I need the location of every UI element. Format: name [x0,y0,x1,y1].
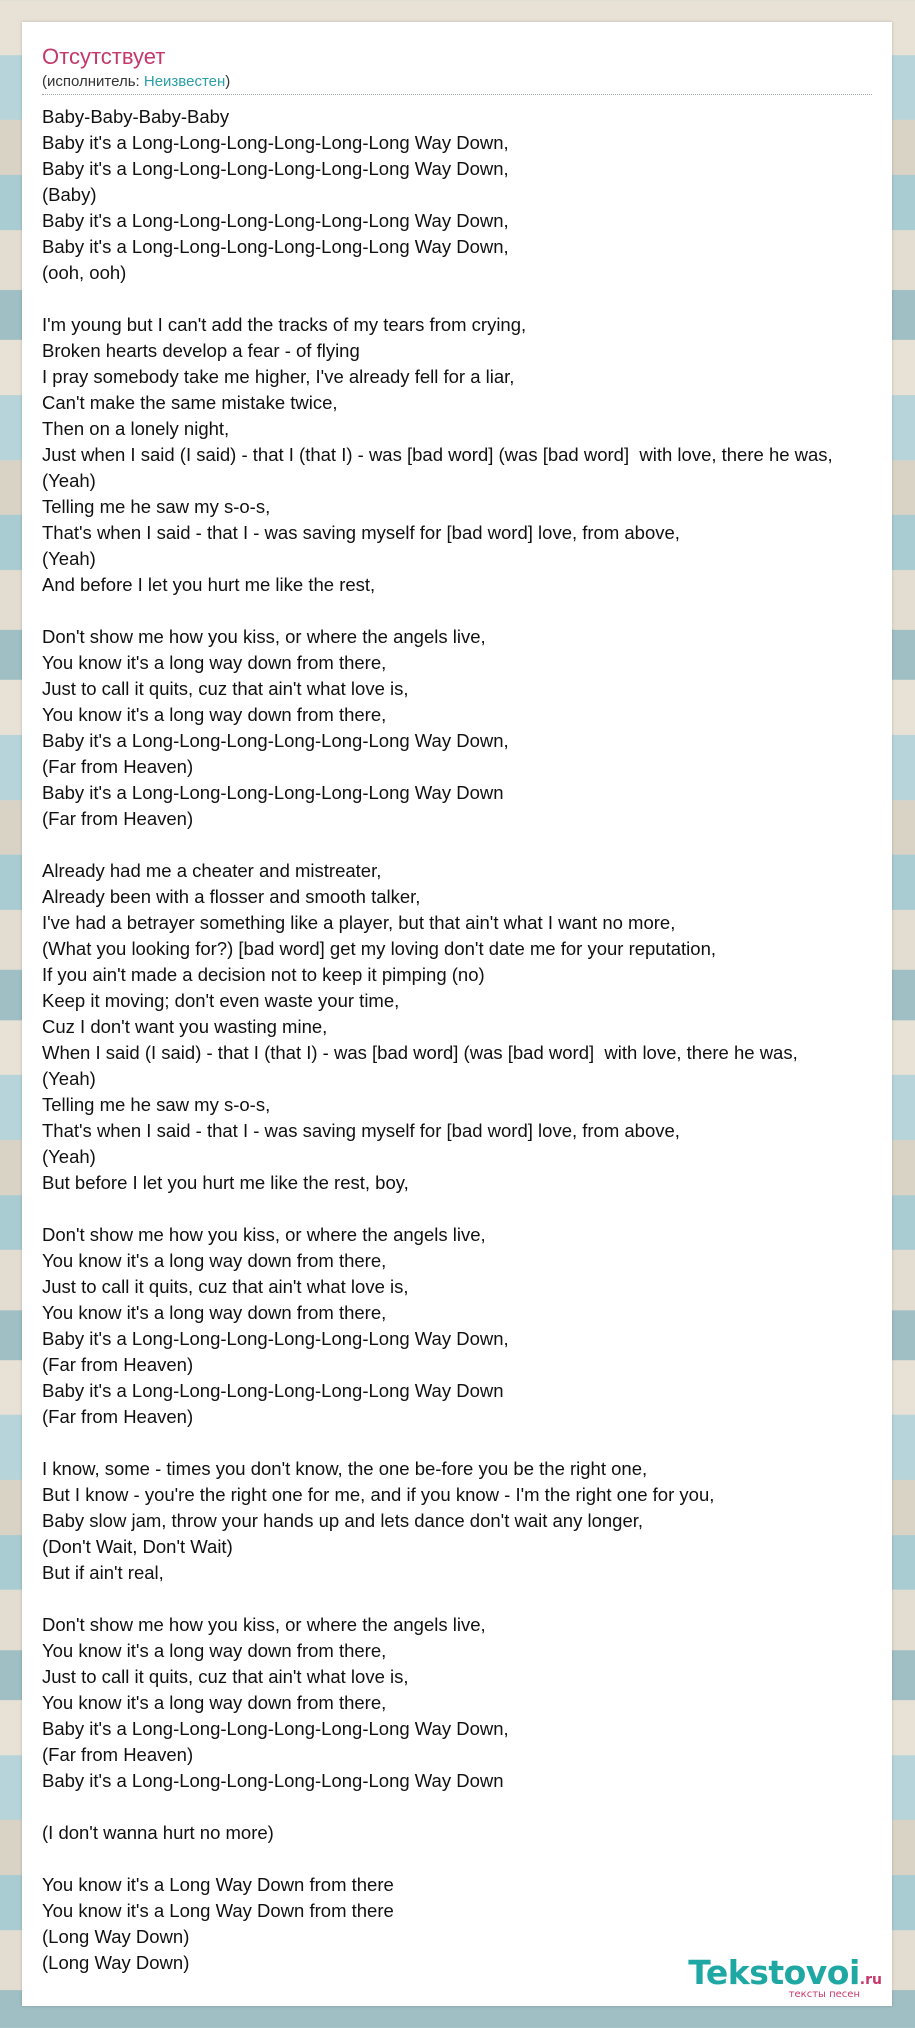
lyric-line: You know it's a long way down from there, [42,1250,387,1271]
artist-link[interactable]: Неизвестен [143,73,226,90]
lyric-line: You know it's a long way down from there, [42,1692,387,1713]
lyric-line: Already been with a flosser and smooth talker, [42,886,421,907]
lyric-line: (Far from Heaven) [42,756,194,777]
lyric-line: You know it's a long way down from there, [42,652,387,673]
lyric-line [42,286,915,312]
site-logo[interactable] [688,1953,882,2000]
lyric-line: Baby it's a Long-Long-Long-Long-Long-Long Way Down, [42,236,509,257]
lyric-line: Baby it's a Long-Long-Long-Long-Long-Long Way Down [42,782,504,803]
lyric-line: (Don't Wait, Don't Wait) [42,1536,233,1557]
lyric-line: Just to call it quits, cuz that ain't what love is, [42,678,409,699]
lyric-line: You know it's a long way down from there, [42,1302,387,1323]
lyric-line: (Yeah) [42,548,96,569]
lyric-line [42,1794,915,1820]
lyric-line: You know it's a Long Way Down from there [42,1900,394,1921]
lyric-line: Then on a lonely night, [42,418,230,439]
lyric-line: When I said (I said) - that I (that I) - was [bad word] (was [bad word] with love, there he was, [42,1042,798,1063]
lyric-line: (What you looking for?) [bad word] get my loving don't date me for your reputation, [42,938,716,959]
logo-name: Tekstovoi [688,1953,860,1992]
lyric-line: But I know - you're the right one for me, and if you know - I'm the right one for you, [42,1484,715,1505]
lyric-line: (Far from Heaven) [42,1406,194,1427]
lyric-line: Don't show me how you kiss, or where the angels live, [42,1614,486,1635]
lyrics-card [22,22,892,2006]
lyric-line: I've had a betrayer something like a player, but that ain't what I want no more, [42,912,676,933]
lyric-line: Telling me he saw my s-o-s, [42,1094,271,1115]
lyric-line: Baby it's a Long-Long-Long-Long-Long-Long Way Down, [42,1718,509,1739]
lyric-line: Baby it's a Long-Long-Long-Long-Long-Long Way Down, [42,730,509,751]
lyric-line [42,598,915,624]
lyric-line: (I don't wanna hurt no more) [42,1822,274,1843]
lyric-line: And before I let you hurt me like the rest, [42,574,376,595]
lyric-line: Telling me he saw my s-o-s, [42,496,271,517]
lyric-line: I pray somebody take me higher, I've already fell for a liar, [42,366,515,387]
lyric-line: I know, some - times you don't know, the one be-fore you be the right one, [42,1458,648,1479]
lyric-line: (Long Way Down) [42,1952,190,1973]
lyric-line: But if ain't real, [42,1562,164,1583]
lyric-line: Just to call it quits, cuz that ain't what love is, [42,1276,409,1297]
lyric-line: If you ain't made a decision not to keep it pimping (no) [42,964,485,985]
lyric-line: (Far from Heaven) [42,1744,194,1765]
lyric-line: Can't make the same mistake twice, [42,392,338,413]
lyric-line: You know it's a long way down from there, [42,1640,387,1661]
lyric-line: (Yeah) [42,1146,96,1167]
lyric-line: Don't show me how you kiss, or where the angels live, [42,1224,486,1245]
lyric-line [42,1586,915,1612]
lyric-line: Cuz I don't want you wasting mine, [42,1016,328,1037]
lyric-line: Don't show me how you kiss, or where the angels live, [42,626,486,647]
lyric-line: (Far from Heaven) [42,808,194,829]
lyric-line: (ooh, ooh) [42,262,127,283]
lyric-line: Baby-Baby-Baby-Baby [42,106,230,127]
lyric-line: Baby it's a Long-Long-Long-Long-Long-Long Way Down [42,1380,504,1401]
lyric-line: That's when I said - that I - was saving myself for [bad word] love, from above, [42,522,680,543]
lyric-line: Already had me a cheater and mistreater, [42,860,382,881]
song-title: Отсутствует [42,44,166,69]
lyrics-text [42,104,915,1976]
lyric-line [42,1196,915,1222]
lyric-line: (Baby) [42,184,97,205]
lyric-line: You know it's a long way down from there, [42,704,387,725]
lyric-line: (Far from Heaven) [42,1354,194,1375]
lyric-line: But before I let you hurt me like the rest, boy, [42,1172,409,1193]
lyric-line: That's when I said - that I - was saving myself for [bad word] love, from above, [42,1120,680,1141]
lyric-line: Baby it's a Long-Long-Long-Long-Long-Long Way Down, [42,1328,509,1349]
lyric-line: Broken hearts develop a fear - of flying [42,340,360,361]
lyric-line: Baby it's a Long-Long-Long-Long-Long-Long Way Down, [42,210,509,231]
artist-line [42,72,230,92]
lyric-line: Baby it's a Long-Long-Long-Long-Long-Long Way Down, [42,158,509,179]
lyric-line [42,832,915,858]
logo-tagline: тексты песен [788,1989,860,2000]
lyric-line: Just when I said (I said) - that I (that I) - was [bad word] (was [bad word] with love, there he was, [42,444,833,465]
lyric-line: Baby slow jam, throw your hands up and lets dance don't wait any longer, [42,1510,644,1531]
lyric-line: (Long Way Down) [42,1926,190,1947]
artist-prefix: (исполнитель: [42,73,144,90]
lyric-line: I'm young but I can't add the tracks of my tears from crying, [42,314,527,335]
lyric-line: Keep it moving; don't even waste your time, [42,990,400,1011]
lyric-line: (Yeah) [42,470,96,491]
logo-suffix: .ru [859,1972,882,1988]
lyric-line [42,1430,915,1456]
lyric-line: Baby it's a Long-Long-Long-Long-Long-Long Way Down, [42,132,509,153]
lyric-line: (Yeah) [42,1068,96,1089]
lyric-line: Baby it's a Long-Long-Long-Long-Long-Long Way Down [42,1770,504,1791]
lyric-line [42,1846,915,1872]
title-divider [42,94,872,95]
artist-suffix: ) [225,73,231,90]
lyric-line: You know it's a Long Way Down from there [42,1874,394,1895]
lyric-line: Just to call it quits, cuz that ain't what love is, [42,1666,409,1687]
